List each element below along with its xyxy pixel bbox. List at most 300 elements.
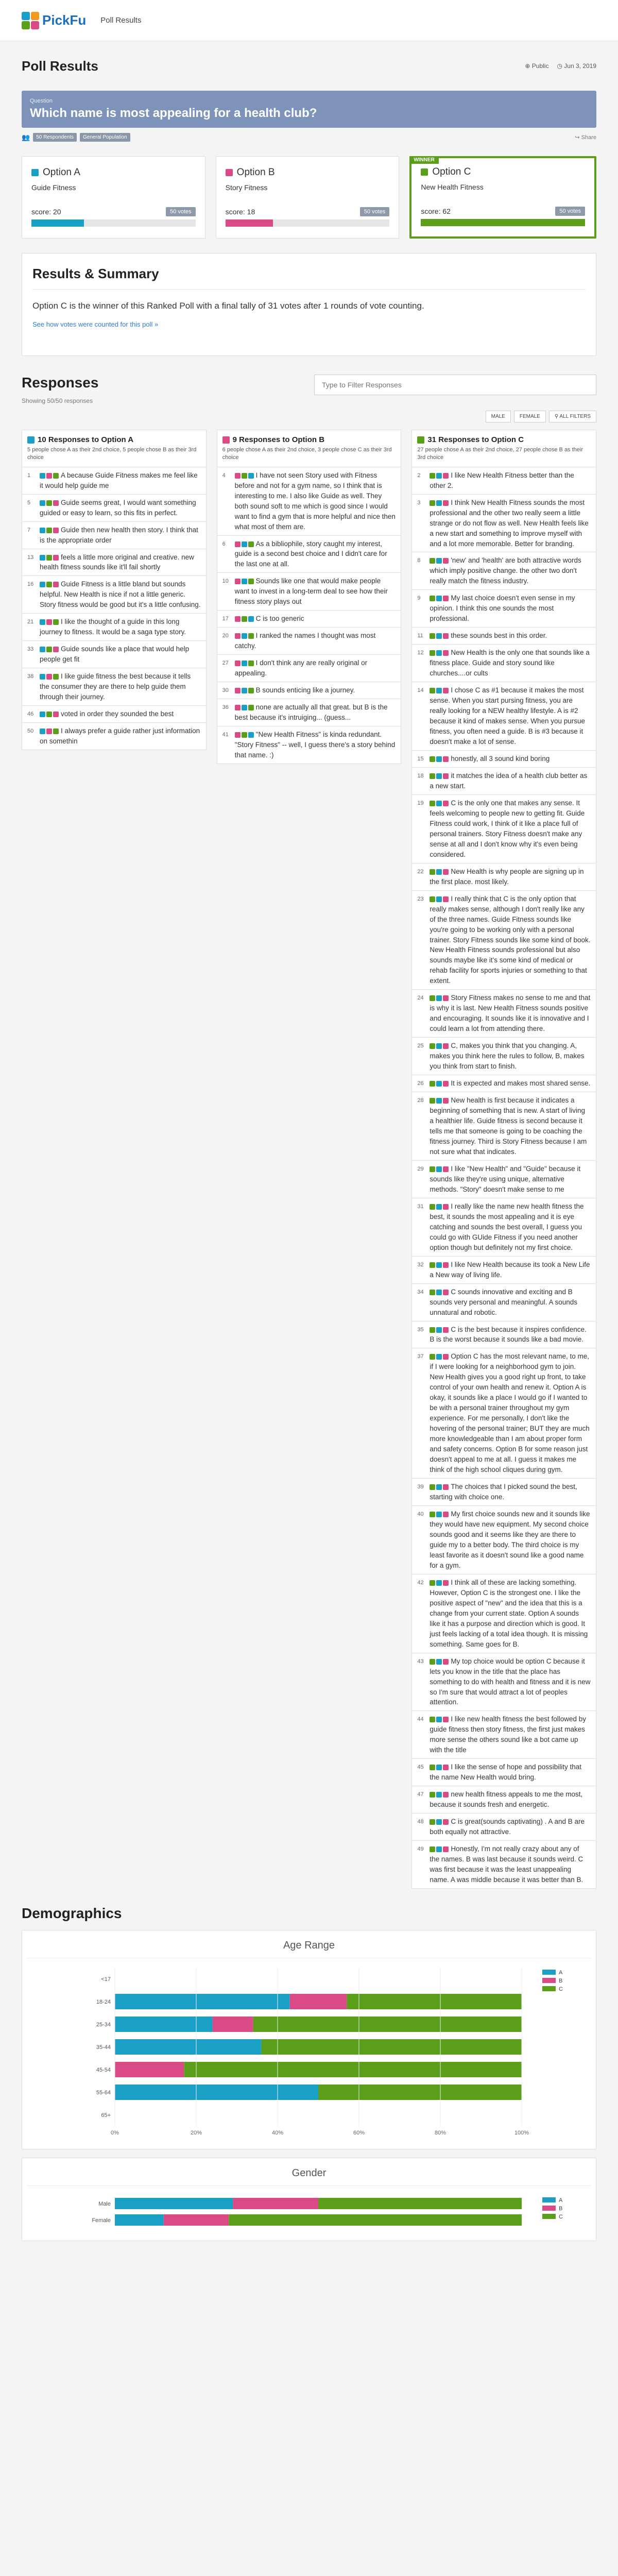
response-item[interactable] (411, 1506, 596, 1574)
rank-chip (242, 688, 247, 693)
response-item[interactable] (411, 1075, 596, 1092)
response-text: feels a little more original and creative. new health fitness sounds like it'll fail shortly (40, 553, 194, 571)
response-item[interactable] (22, 706, 207, 723)
visibility-label: ⊕ Public (525, 62, 549, 70)
option-b-color-swatch (226, 169, 233, 176)
response-text: I like New Health Fitness better than the other 2. (430, 471, 574, 489)
share-icon: ↪ (575, 134, 581, 141)
response-item[interactable] (411, 1786, 596, 1814)
rank-chip (242, 633, 247, 639)
rank-chip (443, 500, 449, 506)
response-item[interactable] (411, 1284, 596, 1321)
response-item[interactable] (411, 495, 596, 553)
pickfu-logo[interactable] (22, 12, 86, 29)
rank-chip (430, 1043, 435, 1049)
filter-buttons (22, 411, 596, 422)
rank-chip (242, 732, 247, 738)
response-item[interactable] (411, 891, 596, 990)
rank-chip (46, 647, 52, 652)
response-number: 13 (27, 554, 34, 561)
rank-chip (430, 1327, 435, 1333)
response-number: 10 (222, 578, 229, 585)
rank-chip (53, 619, 59, 625)
response-item[interactable] (411, 990, 596, 1038)
rank-chip (443, 1484, 449, 1490)
option-card-a[interactable] (22, 156, 205, 239)
rank-chip (430, 1846, 435, 1852)
nav-section-title: Poll Results (100, 16, 142, 25)
response-item[interactable] (411, 682, 596, 751)
response-item[interactable] (22, 522, 207, 549)
response-item[interactable] (217, 655, 402, 682)
response-number: 21 (27, 619, 34, 625)
x-tick-label: 80% (434, 2130, 447, 2136)
rank-chip (443, 1290, 449, 1295)
ranking-chips (430, 773, 449, 779)
rank-chip (40, 647, 45, 652)
response-text: Guide seems great, I would want something guided or easy to learn, so this fits in perfect. (40, 498, 196, 517)
rank-chip (235, 732, 241, 738)
ranking-chips (430, 1512, 449, 1517)
response-text: it matches the idea of a health club better as a new start. (430, 771, 588, 790)
response-number: 14 (417, 687, 424, 694)
response-item[interactable] (411, 1574, 596, 1653)
response-item[interactable] (411, 1759, 596, 1786)
response-number: 12 (417, 650, 424, 656)
bar-segment-a[interactable] (115, 2214, 164, 2226)
rank-chip (248, 732, 254, 738)
response-number: 41 (222, 732, 229, 738)
ranking-chips (430, 1290, 449, 1295)
bar-segment-c[interactable] (318, 2084, 522, 2100)
response-text: The choices that I picked sound the best, starting with choice one. (430, 1483, 577, 1501)
rank-chip (436, 801, 442, 806)
rank-chip (430, 1262, 435, 1268)
response-item[interactable] (217, 611, 402, 628)
rank-chip (46, 555, 52, 561)
response-item[interactable] (411, 590, 596, 628)
ranking-chips (40, 528, 59, 533)
response-number: 49 (417, 1846, 424, 1853)
rank-chip (430, 869, 435, 875)
ranking-chips (40, 619, 59, 625)
rank-chip (242, 705, 247, 710)
rank-chip (248, 473, 254, 479)
response-number: 32 (417, 1261, 424, 1268)
option-score: score: 20 (31, 208, 61, 216)
bar-segment-c[interactable] (229, 2214, 522, 2226)
ranking-chips (430, 995, 449, 1001)
votes-badge: 50 votes (555, 207, 585, 216)
response-item[interactable] (217, 536, 402, 573)
rank-chip (436, 869, 442, 875)
rank-chip (430, 1580, 435, 1586)
response-item[interactable] (411, 1479, 596, 1506)
category-label: 65+ (101, 2112, 111, 2119)
response-number: 2 (417, 472, 421, 479)
rank-chip (443, 1043, 449, 1049)
rank-chip (235, 616, 241, 622)
option-color-swatch (27, 436, 35, 444)
filter-male-button[interactable]: MALE (486, 411, 511, 422)
column-header (217, 430, 402, 467)
responses-columns (22, 430, 596, 1889)
option-card-c[interactable] (409, 156, 596, 239)
response-item[interactable] (411, 1161, 596, 1198)
column-title: 9 Responses to Option B (222, 435, 396, 444)
responses-column-c (411, 430, 596, 1889)
bar-segment-a[interactable] (115, 1994, 290, 2009)
rank-chip (40, 711, 45, 717)
response-number: 45 (417, 1764, 424, 1771)
rank-chip (436, 1484, 442, 1490)
response-item[interactable] (22, 495, 207, 522)
audience-tag[interactable]: General Population (80, 133, 130, 142)
response-item[interactable] (217, 682, 402, 699)
rank-chip (235, 688, 241, 693)
column-header (22, 430, 207, 467)
response-item[interactable] (217, 699, 402, 726)
response-item[interactable] (22, 576, 207, 614)
ranking-chips (430, 1166, 449, 1172)
demographics-section (22, 1905, 596, 2241)
response-text: Option C has the most relevant name, to me, if I were looking for a neighborhood gym to join. New Health gives you a good right up front, to take control of your own health and renew it. Option A is okay, it sounds like a place I would go if I wanted to be with a personal trainer throughout my gym experience. For me personally, I don't like the hovering of the personal trainer; BUT they are much more knowledgeable than I am about proper form and safety concerns. Option B for some reason just doesn't appeal to me at all. I guess it makes me think of the high school cliques during gym. (430, 1352, 590, 1474)
rank-chip (443, 1204, 449, 1210)
ranking-chips (235, 688, 254, 693)
ranking-chips (430, 896, 449, 902)
response-item[interactable] (411, 628, 596, 645)
response-text: Sounds like one that would make people want to invest in a long-term deal to see how their fitness story plays out (234, 577, 388, 606)
bar-segment-c[interactable] (347, 1994, 522, 2009)
rank-chip (436, 1166, 442, 1172)
logo-text: PickFu (42, 12, 87, 28)
response-item[interactable] (411, 795, 596, 863)
category-label: Female (92, 2217, 111, 2224)
rank-chip (430, 1659, 435, 1665)
rank-chip (443, 473, 449, 479)
bar-segment-b[interactable] (115, 2062, 184, 2077)
option-card-b[interactable] (216, 156, 400, 239)
response-item[interactable] (411, 1653, 596, 1711)
response-item[interactable] (217, 726, 402, 764)
response-item[interactable] (22, 668, 207, 706)
response-item[interactable] (217, 628, 402, 655)
rank-chip (436, 473, 442, 479)
ranking-chips (430, 633, 449, 639)
ranking-chips (430, 1819, 449, 1825)
rank-chip (235, 541, 241, 547)
ranking-chips (430, 1327, 449, 1333)
bar-segment-b[interactable] (164, 2214, 229, 2226)
rank-chip (436, 1846, 442, 1852)
rank-chip (436, 596, 442, 601)
rank-chip (436, 995, 442, 1001)
column-header (411, 430, 596, 467)
response-number: 34 (417, 1289, 424, 1295)
response-text: I chose C as #1 because it makes the most sense. When you start pursing fitness, you are really looking for a NEW healthy lifestyle. A is #2 because it kind of makes sense. When you pursue fitness, you often need a guide. B is #3 because it doesn't make a lot of sense. (430, 686, 586, 745)
response-item[interactable] (411, 1257, 596, 1284)
rank-chip (436, 1819, 442, 1825)
response-item[interactable] (22, 614, 207, 641)
ranking-chips (430, 650, 449, 656)
rank-chip (443, 1081, 449, 1087)
filter-responses-input[interactable] (314, 375, 596, 395)
response-text: C is too generic (255, 615, 304, 623)
response-number: 20 (222, 633, 229, 639)
legend-swatch (542, 1986, 556, 1991)
legend-label: A (559, 2197, 563, 2204)
rank-chip (40, 619, 45, 625)
rank-chip (430, 558, 435, 564)
rank-chip (436, 1327, 442, 1333)
rank-chip (436, 1512, 442, 1517)
rank-chip (430, 1765, 435, 1770)
rank-chip (248, 579, 254, 584)
rank-chip (436, 500, 442, 506)
response-number: 29 (417, 1165, 424, 1172)
option-label: Option A (43, 167, 80, 178)
age-range-chart-svg (27, 1958, 591, 2144)
all-filters-button[interactable]: ⚲ ALL FILTERS (549, 411, 596, 422)
option-score: score: 62 (421, 207, 451, 215)
response-item[interactable] (411, 1348, 596, 1479)
response-number: 39 (417, 1484, 424, 1490)
rank-chip (53, 582, 59, 587)
bar-segment-c[interactable] (318, 2198, 522, 2209)
question-panel (22, 91, 596, 128)
ranking-chips (235, 616, 254, 622)
ranking-chips (430, 1043, 449, 1049)
rank-chip (430, 1717, 435, 1722)
response-text: Guide then new health then story. I think that is the appropriate order (40, 526, 198, 544)
ranking-chips (430, 1484, 449, 1490)
response-item[interactable] (22, 641, 207, 668)
response-number: 28 (417, 1097, 424, 1104)
respondents-tag[interactable]: 50 Respondents (33, 133, 77, 142)
rank-chip (46, 711, 52, 717)
response-item[interactable] (411, 1841, 596, 1889)
rank-chip (46, 619, 52, 625)
column-demographics: 5 people chose A as their 2nd choice, 5 people chose B as their 3rd choice (27, 447, 197, 461)
share-button[interactable]: ↪ Share (575, 134, 596, 141)
vote-counting-link[interactable]: See how votes were counted for this poll » (32, 320, 159, 328)
legend-swatch (542, 2206, 556, 2211)
ranking-chips (430, 1081, 449, 1087)
response-number: 42 (417, 1579, 424, 1586)
response-item[interactable] (22, 723, 207, 750)
bar-segment-b[interactable] (213, 2016, 253, 2032)
bar-segment-c[interactable] (261, 2039, 522, 2055)
rank-chip (430, 1166, 435, 1172)
rank-chip (53, 500, 59, 506)
rank-chip (436, 1717, 442, 1722)
column-demographics: 6 people chose A as their 2nd choice, 3 people chose C as their 3rd choice (222, 447, 392, 461)
bar-segment-c[interactable] (253, 2016, 522, 2032)
response-text: Honestly, I'm not really crazy about any of the names. B was last because it sounds weird. C was first because it was the least unappealing name. A was middle because it was better than B. (430, 1845, 583, 1884)
rank-chip (443, 1580, 449, 1586)
score-bar (421, 219, 585, 226)
response-number: 33 (27, 646, 34, 653)
category-label: Male (98, 2201, 111, 2207)
response-text: new health fitness appeals to me the most, because it sounds fresh and energetic. (430, 1790, 583, 1809)
column-title: 10 Responses to Option A (27, 435, 201, 444)
votes-badge: 50 votes (166, 207, 196, 216)
response-text: I have not seen Story used with Fitness before and not for a gym name, so I think that is interesting to me. I also like Guide as well. They both sound soft to me which is good since I would want to find a gym that is more helpful and nice then what most of them are. (234, 471, 396, 531)
response-number: 22 (417, 868, 424, 875)
response-item[interactable] (22, 467, 207, 495)
response-number: 1 (27, 472, 31, 479)
score-bar (31, 219, 196, 227)
response-number: 50 (27, 728, 34, 735)
option-label: Option B (236, 167, 275, 178)
ranking-chips (235, 660, 254, 666)
rank-chip (235, 633, 241, 639)
rank-chip (235, 473, 241, 479)
rank-chip (430, 1512, 435, 1517)
response-number: 43 (417, 1658, 424, 1665)
rank-chip (436, 1081, 442, 1087)
category-label: 25-34 (96, 2022, 111, 2028)
response-text: voted in order they sounded the best (61, 710, 174, 718)
response-item[interactable] (411, 1092, 596, 1161)
rank-chip (430, 1081, 435, 1087)
question-text: Which name is most appealing for a health club? (30, 106, 317, 120)
rank-chip (436, 1098, 442, 1104)
response-number: 37 (417, 1353, 424, 1360)
results-summary (22, 253, 596, 356)
category-label: 45-54 (96, 2067, 111, 2073)
response-text: these sounds best in this order. (451, 632, 547, 640)
rank-chip (436, 1354, 442, 1360)
response-item[interactable] (411, 552, 596, 590)
rank-chip (443, 688, 449, 693)
rank-chip (430, 596, 435, 601)
rank-chip (443, 869, 449, 875)
response-text: I don't think any are really original or appealing. (234, 659, 368, 677)
rank-chip (430, 633, 435, 639)
rank-chip (443, 801, 449, 806)
age-range-chart (22, 1930, 596, 2149)
rank-chip (436, 1262, 442, 1268)
response-item[interactable] (411, 751, 596, 768)
response-text: honestly, all 3 sound kind boring (451, 754, 550, 762)
ranking-chips (430, 869, 449, 875)
responses-header (22, 375, 596, 404)
legend-swatch (542, 1978, 556, 1983)
ranking-chips (430, 500, 449, 506)
response-text: I think all of these are lacking something. However, Option C is the strongest one. I like the positive aspect of "new" and the idea that this is a change from your current state. Option A sounds like it has a purpose and direction which is good. It just feels lacking of a total idea though. It is missing something. Same goes for B. (430, 1578, 588, 1648)
response-item[interactable] (411, 467, 596, 495)
response-number: 26 (417, 1080, 424, 1087)
rank-chip (242, 579, 247, 584)
response-number: 6 (222, 540, 226, 547)
bar-segment-b[interactable] (233, 2198, 318, 2209)
ranking-chips (430, 688, 449, 693)
ranking-chips (235, 579, 254, 584)
response-number: 5 (27, 499, 31, 506)
rank-chip (46, 582, 52, 587)
bar-segment-a[interactable] (115, 2084, 318, 2100)
response-text: C sounds innovative and exciting and B sounds very personal and meaningful. A sounds unnatural and robotic. (430, 1287, 578, 1316)
response-item[interactable] (411, 1198, 596, 1257)
filter-female-button[interactable]: FEMALE (514, 411, 546, 422)
response-item[interactable] (22, 549, 207, 577)
rank-chip (443, 1846, 449, 1852)
rank-chip (242, 473, 247, 479)
score-bar (226, 219, 390, 227)
response-number: 19 (417, 800, 424, 806)
response-item[interactable] (411, 768, 596, 795)
rank-chip (443, 1765, 449, 1770)
bar-segment-a[interactable] (115, 2016, 213, 2032)
rank-chip (436, 1204, 442, 1210)
bar-segment-b[interactable] (290, 1994, 347, 2009)
option-a-color-swatch (31, 169, 39, 176)
ranking-chips (430, 801, 449, 806)
rank-chip (40, 528, 45, 533)
response-item[interactable] (411, 863, 596, 891)
bar-segment-c[interactable] (184, 2062, 522, 2077)
response-item[interactable] (217, 467, 402, 536)
response-item[interactable] (217, 573, 402, 611)
rank-chip (40, 674, 45, 680)
rank-chip (248, 541, 254, 547)
rank-chip (443, 650, 449, 656)
rank-chip (430, 773, 435, 779)
rank-chip (436, 633, 442, 639)
rank-chip (40, 473, 45, 479)
rank-chip (443, 756, 449, 762)
category-label: 18-24 (96, 1999, 111, 2005)
responses-column-a (22, 430, 207, 750)
rank-chip (436, 773, 442, 779)
category-label: <17 (101, 1976, 111, 1982)
ranking-chips (430, 558, 449, 564)
response-item[interactable] (411, 1321, 596, 1349)
response-text: 'new' and 'health' are both attractive words which imply positive change. the other two don't really match the fitness industry. (430, 556, 581, 585)
rank-chip (443, 633, 449, 639)
pickfu-logo-icon (22, 12, 39, 29)
response-item[interactable] (411, 645, 596, 682)
response-item[interactable] (411, 1711, 596, 1759)
ranking-chips (430, 1580, 449, 1586)
rank-chip (436, 1043, 442, 1049)
rank-chip (235, 660, 241, 666)
legend-label: B (559, 1978, 563, 1984)
demographics-title: Demographics (22, 1905, 122, 1921)
response-item[interactable] (411, 1038, 596, 1075)
rank-chip (40, 582, 45, 587)
response-text: Guide Fitness is a little bland but sounds helpful. New Health is nice if not a little generic. Story fitness would be good but it's a little confusing. (40, 580, 201, 609)
score-bar-fill (421, 219, 585, 226)
rank-chip (436, 1792, 442, 1798)
rank-chip (443, 1659, 449, 1665)
bar-segment-a[interactable] (115, 2039, 261, 2055)
response-text: "New Health Fitness" is kinda redundant. "Story Fitness" -- well, I guess there's a story behind that name. :) (234, 731, 396, 759)
column-title: 31 Responses to Option C (417, 435, 591, 444)
option-text: Guide Fitness (31, 183, 76, 192)
rank-chip (248, 688, 254, 693)
response-number: 7 (27, 527, 31, 533)
x-tick-label: 60% (353, 2130, 365, 2136)
response-text: C is the only one that makes any sense. It feels welcoming to people new to getting fit. Guide Fitness could work, I think of it like a place full of personal trainers. Story Fitness doesn't make any sense at all and I don't know why it's even being considered. (430, 799, 585, 858)
ranking-chips (430, 1659, 449, 1665)
rank-chip (436, 896, 442, 902)
rank-chip (443, 1327, 449, 1333)
bar-segment-a[interactable] (115, 2198, 233, 2209)
rank-chip (46, 674, 52, 680)
response-item[interactable] (411, 1814, 596, 1841)
